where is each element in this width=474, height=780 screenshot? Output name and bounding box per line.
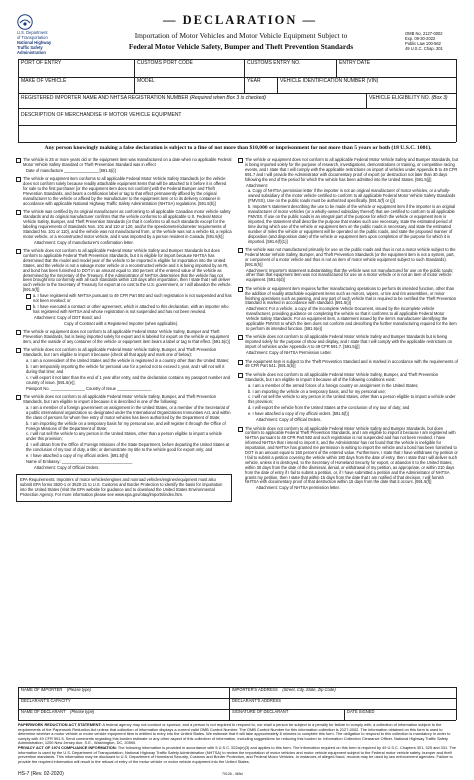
privacy-act-text: The following information is provided in accordance with 5 U.S.C. 522a(e)(3) and applies to this form. The information required on this form is required by 49 U.S.C. Chapters 301, 325 and 331. The information is used by the U.S. Department of Transportation, National Highway Traffic Safety Administration (NHTSA) to review the importation of motor vehicles and motor vehicle equipment subject to the Federal motor vehicle safety, bumper and theft prevention standards. This information may be disclosed to U.S. Department of Homeland Security, Customs and Border Protection, and Federal Motor Vehicles. In instances of alleged fraud, records may be used by law enforcement agencies. Failure to provide the required information will result in the refusal of entry of the motor vehicle or motor vehicle equipment into the United States. [18, 745, 456, 764]
description-field[interactable]: DESCRIPTION OF MERCHANDISE IF MOTOR VEHICLE EQUIPMENT [21, 112, 182, 118]
checkbox-5-row[interactable] [16, 348, 232, 358]
checkbox-10[interactable] [238, 335, 243, 340]
item-6b-text: b. I am importing the vehicle on a temporary basis for my personal use, and will register it through the Office of Foreign Missions of the Department of State; [26, 420, 226, 431]
item-10-text: The vehicle does not conform to all applicable Federal Motor Vehicle Safety and Bumper Standards but is being imported solely for the purpose of show and display, and I state that I will comply with the applicable restrictions on import of vehicles under Appendix A to 49 CFR 591.7. [591.5(j)] [245, 334, 452, 350]
importer-address-note: (Street, City, State, Zip Code) [282, 687, 336, 692]
importer-registration-label: REGISTERED IMPORTER NAME AND NHTSA REGISTRATION NUMBER [21, 95, 189, 101]
agency-line: of Transportation [17, 34, 48, 40]
item-5c-text: c. I will export it not later than the end of 1 year after entry, and the declaration contains my passport number and country of issue. [591.5(e)] [26, 374, 231, 385]
item-7b-text: b. Importer's statement describing the use to be made of the vehicle or equipment item if the importer is an original manufacturer of motor vehicles (or a wholly-owned subsidiary thereof) that are certified to conform to all applicable FMVSS. If use on the public roads is an integral part of the purpose for which the vehicle or equipment item is imported, the statement shall describe the purpose that makes such use necessary, state the estimated period of time during which use of the vehicle or equipment item on the public roads is necessary, and state the estimated number of miles the vehicle or equipment will be operated on the public roads, and state the proposed manner of disposition (and disposition date) of the vehicle or equipment item upon completion of the purpose for which it is imported. [591.6(f)(1)] [248, 204, 456, 244]
right-column [238, 158, 458, 495]
item-11-text: The equipment item is subject to the Theft Prevention Standard and is marked in accordance with the requirements of 49 CFR Part 541. [591.5(b)] [245, 358, 458, 369]
checkbox-2b[interactable] [16, 210, 21, 215]
paperwork-reduction-statement [18, 723, 456, 746]
make-of-vehicle-field[interactable]: MAKE OF VEHICLE [21, 78, 67, 84]
checkbox-2a-row[interactable] [16, 177, 232, 206]
item-6-attachment: Attachment: Copy of Official Orders. [34, 464, 100, 470]
checkbox-11-row[interactable] [238, 360, 458, 370]
omb-number: OMB No. 2127-0002 [405, 31, 443, 36]
eligibility-label: VEHICLE ELIGIBILITY NO. [369, 95, 431, 101]
checkbox-13[interactable] [238, 427, 243, 432]
agency-logo [17, 14, 77, 62]
item-2a-text: The vehicle or equipment item conforms to all applicable Federal Motor Vehicle Safety Standards (or the vehicle does not conform solely because readily attachable equipment items that will be attached to it before it is offered for sale to the first purchaser [or the equipment item does not conform] with the Federal Bumper and Theft Prevention Standards, and bears a certification label or tag to that effect permanently affixed by the original manufacturer to the vehicle or affixed by the manufacturer to the equipment item or to its delivery container in accordance with applicable National Highway Traffic Safety Administration (NHTSA) regulations. [591.5(b)] [23, 176, 227, 206]
item-2b-text: The vehicle was certified by its original manufacturer as conforming to all applicable Canadian motor vehicle safety standards and its original manufacturer confirms that the vehicle conforms to all applicable U.S. Federal Motor Vehicle Safety, Bumper, and Theft Prevention Standards (or that it conforms to all such standards except for the labeling requirements of Standards Nos. 101 and 110 or 120, and/or the speedometer/odometer requirements of Standard No. 101 or 110), and the vehicle was not manufactured from, or the vehicle was not a vehicle kit, a replica motor vehicle, or a reconstructed motor vehicle, and it was imported by a person resident in Canada. [591.5(k)] [23, 209, 232, 239]
checkbox-6[interactable] [16, 395, 21, 400]
checkbox-10-row[interactable] [238, 335, 458, 350]
item-10-attachment: Attachment: Copy of NHTSA Permission Letter. [246, 350, 332, 356]
checkbox-4[interactable] [16, 330, 21, 335]
agency-line: National Highway [17, 39, 52, 45]
dot-seal-icon [17, 14, 33, 30]
agency-line: Administration [17, 49, 46, 55]
item-9-text: The vehicle or equipment item requires further manufacturing operations to perform its intended function, other than the addition of readily attachable equipment items such as mirrors, wipers, or tire and rim assemblies, or minor finishing operations such as painting, and any part of such vehicle that is required to be certified the Theft Prevention Standard is marked in accordance with standard. [591.5(i)] [245, 285, 457, 306]
checkbox-6-row[interactable] [16, 395, 232, 405]
form-subtitle-bold: Federal Motor Vehicle Safety, Bumper and Theft Prevention Standards [128, 42, 354, 51]
checkbox-13-row[interactable] [238, 427, 458, 486]
usc-chapter: 49 U.S.C. Chap. 301 [405, 45, 443, 51]
declarant-name-note: (Please type) [70, 709, 95, 714]
importer-registration-field[interactable] [21, 95, 266, 101]
item-3a-text: a. I have registered with NHTSA pursuant to 49 CFR Part 592 and such registration is not suspended and has not been revoked; or [33, 293, 232, 304]
date-of-manufacture[interactable]: Date of manufacture _______________ [591.5(i)] [26, 167, 116, 173]
passport-fields[interactable]: Passport No. _______________ Country of Issue _______________ [26, 385, 152, 391]
item-7-text: The vehicle or equipment does not conform to all applicable Federal Motor Vehicle Safety and Bumper Standards, but is being imported solely for the purpose of research, investigations, demonstrations or training, or competitive racing events, and I state that I will comply with the applicable restrictions on import of vehicles under Appendix B to 49 CFR 591.7 and I will provide the Administrator with documentary proof of export (or destruction not later than 30 days following the end of the period for which the vehicle has been admitted into the United States. [591.5(j)] [245, 157, 458, 182]
item-12-text: The vehicle does not conform to all applicable Federal Motor Vehicle Safety, Bumper, and Theft Prevention Standards, but I am eligible to import it because all of the following conditions exist: [245, 371, 439, 382]
item-3-attachment-2: Copy of Contract with a Registered Importer (when applicable). [64, 320, 179, 326]
false-declaration-warning: Any person knowingly making a false declaration is subject to a fine of not more than $10,000 or imprisonment for not more than 5 years or both (18 U.S.C. 1001). [44, 145, 432, 151]
signature-field[interactable]: SIGNATURE OF DECLARANT [232, 709, 289, 714]
item-2b-attachment: Attachment: Copy of manufacturer's confirmation letter. [34, 239, 134, 245]
port-of-entry-field[interactable]: PORT OF ENTRY [21, 60, 62, 66]
item-9-attachment: Attachment: For a vehicle, a copy of the incomplete Vehicle Document, issued by the incomplete vehicle manufacturer, providing guidance on completing the vehicle so that it conforms to all applicable Federal Motor Vehicle Safety Standards. For an equipment item, a statement issued by the item's manufacturer identifying the applicable FMVSS to which the item does not conform and describing the further manufacturing required for the item to perform its intended function. [591.6(e)] [246, 306, 457, 331]
checkbox-12[interactable] [238, 373, 243, 378]
item-13-text: The vehicle does not conform to all applicable Federal Motor Vehicle Safety and Bumper Standards, but does conform to applicable Federal Theft Prevention Standards, and I am eligible to import it because I am registered with NHTSA pursuant to 49 CFR Part 592 and such registration is not suspended and has not been revoked. I have informed NHTSA that I intend to import it, and the Administrator has not found that the vehicle is ineligible for importation, and NHTSA has granted me permission in writing to import the vehicle and a bond has been furnished to DOT in an amount equal to 150 percent of the entered value. Furthermore, I state that I have withdrawn my petition or I fail to submit a petition covering the vehicle within 180 days from the date of entry, then I state that I will deliver such vehicle, unless it is destroyed, to the Secretary of Homeland Security for export, or abandon it to the United States, within 30 days from the date of the dismissal, denial, or withdrawal of my petition, as appropriate, or within 210 days from the date of entry if I fail to submit a petition, or, if I have submitted a petition and the Administrator of NHTSA grants my petition, then I state that within 15 days from the date that I am notified of that decision, I will furnish NHTSA with documentary proof of that destruction within 15 days from the date that it occurs. [591.5(f)] [245, 425, 458, 485]
item-5-text: The vehicle does not conform to all applicable Federal Motor Vehicle Safety, Bumper, and Theft Prevention Standards, but I am eligible to import it because (check all that apply and mark one of below): [23, 347, 217, 358]
customs-entry-no-field[interactable]: CUSTOMS ENTRY NO. [247, 60, 301, 66]
item-4-text: The vehicle or equipment does not conform to all applicable Federal Motor Vehicle Safety, Bumper and Theft Prevention Standards, but is being imported solely for export and is labeled for export on the vehicle or equipment item, and the outside of any container of the vehicle or equipment item bears a label or tag to that effect. [591.5(c)] [23, 329, 230, 344]
declarant-capacity-field[interactable]: DECLARANT'S CAPACITY [21, 698, 71, 703]
importer-registration-note: (Required when Box 3 is checked) [189, 95, 266, 101]
item-5b-text: b. I am temporarily importing the vehicle for personal use for a period not to exceed 1 year, and I will not sell it during that time; and [26, 364, 225, 374]
checkbox-1[interactable] [16, 158, 21, 163]
pra-title: PAPERWORK REDUCTION ACT STATEMENT: [18, 722, 102, 727]
item-5a-text: a. I am a nonresident of the United States and the vehicle is registered in a country other than the United States; [26, 358, 230, 364]
left-column [16, 158, 232, 502]
item-6d-text: d. I will obtain from the Office of Foreign Missions of the State Department, before departing the United States at the conclusion of my tour of duty, a title; or demonstrate my title to the vehicle good for export only; and [26, 442, 230, 453]
form-number: HS-7 (Rev. 02-2020) [18, 771, 64, 777]
checkbox-3b-row[interactable] [16, 305, 232, 315]
eligibility-number-field[interactable] [369, 95, 448, 101]
importer-name-note: (Please type) [66, 687, 92, 692]
checkbox-7[interactable] [238, 158, 243, 163]
omb-expiry: Exp. 09-30-2022 [405, 35, 436, 41]
item-12d-text: d. I will export the vehicle from the United States at the conclusion of my tour of duty; and [248, 405, 410, 411]
checkbox-4-row[interactable] [16, 330, 232, 345]
checkbox-3-row[interactable] [16, 249, 232, 293]
item-6e-text: e. I have attached a copy of my official orders. [591.5(h)] [26, 453, 129, 459]
model-field[interactable]: MODEL [137, 78, 155, 84]
checkbox-8[interactable] [238, 248, 243, 253]
declarant-address-field[interactable]: DECLARANT'S ADDRESS [232, 698, 282, 703]
psc-number: 70126 - 469d [222, 772, 243, 776]
item-6-text: The vehicle does not conform to all applicable Federal Motor Vehicle Safety, Bumper, and Theft Prevention Standards, but I am eligible to import it because it is described in one of the following: [23, 394, 217, 404]
checkbox-7-row[interactable] [238, 158, 458, 183]
checkbox-11[interactable] [238, 360, 243, 365]
declarant-name-label: NAME OF DECLARANT [21, 709, 66, 714]
item-13-attachment: Attachment: Copy of NHTSA permission letter. [256, 485, 340, 491]
checkbox-2a[interactable] [16, 177, 21, 182]
agency-line: U.S. Department [17, 30, 48, 35]
privacy-act-statement [18, 746, 456, 764]
item-12c-text: c. I will not sell the vehicle to any person in the United States, other than a person eligible to import a vehicle under this provision; [248, 394, 456, 405]
item-8-text: The vehicle was not manufactured primarily for use on the public roads and thus is not a motor vehicle subject to the Federal Motor Vehicle Safety, Bumper, and Theft Prevention Standards (or the equipment item is not a system, part, or component of a motor vehicle and thus is not an item of motor vehicle equipment subject to such Standards). [591.5(h)] [245, 246, 456, 267]
privacy-act-title: PRIVACY ACT OF 1974 COMPLIANCE INFORMATION: [18, 745, 117, 750]
item-6c-text: c. I will not sell the vehicle to any person in the United States, other than a person eligible to import a vehicle under this provision; [26, 431, 222, 442]
vin-field[interactable]: VEHICLE IDENTIFICATION NUMBER (VIN) [280, 78, 379, 84]
public-law: Public Law 100-562 [405, 40, 441, 46]
checkbox-5[interactable] [16, 348, 21, 353]
item-12a-text: a. I am a member of the armed forces of a foreign country on assignment in the United States; [248, 382, 419, 388]
item-8-attachment: Attachment: Importer's statement substantiating that the vehicle was not manufactured for use on the public roads; other than that equipment item was not manufactured for use on a motor vehicle or is not an item of motor vehicle equipment. [591.6(d)] [246, 267, 454, 283]
item-6a-text: a. I am a member of a foreign government on assignment in the United States, or a member of the Secretariat of a public international organization so designated under the International Organizations Immunities Act, and within the class of persons for whom free entry of motor vehicles has been authorized by the Department of State; [26, 404, 231, 420]
item-12e-text: e. I have attached a copy of my official orders. [591.5(l)] [248, 411, 349, 417]
checkbox-12-row[interactable] [238, 373, 458, 383]
omb-info [405, 32, 465, 52]
checkbox-9[interactable] [238, 287, 243, 292]
checkbox-1-row[interactable] [16, 158, 232, 168]
year-field[interactable]: YEAR [247, 78, 261, 84]
importer-name-label: NAME OF IMPORTER [21, 687, 63, 692]
embassy-name-field[interactable]: Name of Embassy: _______________________________ [26, 458, 133, 464]
eligibility-note: (Box 3) [431, 95, 448, 101]
declarant-name-field[interactable] [21, 710, 94, 715]
epa-requirements-box [16, 474, 232, 502]
item-3-attachment-1: Attachment: Copy of DOT Bond; and [34, 314, 101, 320]
checkbox-3a-row[interactable] [16, 294, 232, 304]
item-12-attachment: Attachment: Copy of Official Orders. [256, 417, 322, 423]
form-title: — DECLARATION — [162, 13, 318, 27]
item-12b-text: b. I am importing the vehicle on a temporary basis, and for my personal use; [248, 388, 386, 394]
entry-date-field[interactable]: ENTRY DATE [339, 60, 371, 66]
checkbox-2b-row[interactable] [16, 210, 232, 239]
importer-address-label: IMPORTER'S ADDRESS [232, 687, 278, 692]
importer-name-field[interactable] [21, 688, 91, 693]
epa-requirements-text: EPA Requirements: Importers of motor vehicles/engines and nonroad vehicles/engines/equipment must also submit EPA forms 3520-1 or 3520-21 to U.S. Customs and Border Protection to identify the basis for importation into the United States (Visit the EPA website for guidance and to download the United States Environmental Protection Agency. For more information please see www.epa.gov/otaq/imports/index.htm. [20, 477, 223, 497]
form-subtitle: Importation of Motor Vehicles and Motor Vehicle Equipment Subject to [134, 31, 348, 40]
item-3b-text: b. I have executed a contract or other agreement, which is attached to this declaration, with an importer who has registered with NHTSA and whose registration is not suspended and has not been revoked. [33, 303, 229, 314]
agency-line: Traffic Safety [17, 44, 43, 50]
date-signed-field[interactable]: DATE SIGNED [347, 709, 375, 714]
item-1-text: The vehicle is 25 or more years old or the equipment item was manufactured on a date when no applicable Federal Motor Vehicle Safety Standard or Theft Prevention Standard was in effect [23, 157, 232, 167]
checkbox-3b[interactable] [26, 305, 31, 310]
checkbox-9-row[interactable] [238, 287, 458, 307]
customs-port-code-field[interactable]: CUSTOMS PORT CODE [137, 60, 193, 66]
pra-text: A federal agency may not conduct or sponsor, and a person is not required to respond to, nor shall a person be subject to a penalty for failure to comply with, a collection of information subject to the requirements of the Paperwork Reduction Act unless that collection of information displays a current valid OMB Control Number. The OMB Control Number for this information collection is 2127-0002. The information obtained on this form is used to determine whether a motor vehicle or motor vehicle equipment item is entitled to entry into the United States. We estimate that it will take approximately 8 minutes to complete this form. The obligation to respond to this collection is mandatory in order to comply with 49 CFR 591.5. Send comments regarding this burden estimate or any other aspect of this collection of information, including suggestions for reducing this burden to: Information Collection Clearance Officer, National Highway Traffic Safety Administration, 1200 New Jersey Ave, S.E., Washington, DC, 20590. [18, 722, 451, 746]
checkbox-8-row[interactable] [238, 248, 458, 268]
item-3-text: The vehicle does not conform to all applicable Federal Motor Vehicle Safety and Bumper Standards but does conform to applicable Federal Theft Prevention Standards, but it is eligible for import because NHTSA has determined that the model and model year of the vehicle to be imported is eligible for importation into the United States, and the vehicle is not a salvage motor vehicle or a reconstructed vehicle and it is being imported by an RI, and bond has been furnished to DOT in an amount equal to 150 percent of the entered value of the vehicle as determined by the Secretary of the Treasury. If the Administrator of NHTSA determines that the vehicle has not been brought into conformity with all such standards within 120 days after importation, then I state that I will deliver such vehicle to the Secretary of Treasury for export at no cost to the U.S. government, or I will abandon the vehicle. [591.5(f)] [23, 248, 232, 293]
item-7a-text: a. Copy of NHTSA permission letter if the importer is not an original manufacturer of motor vehicles, or a wholly-owned subsidiary of the motor vehicle certified to conform to all applicable Federal Motor Vehicle Safety Standards (FMVSS). Use on the public roads must be authorized specifically. [591.5(f) or (j)] [248, 188, 456, 204]
item-7-attachment-label: Attachment: [246, 182, 268, 188]
checkbox-3a[interactable] [26, 294, 31, 299]
importer-address-field[interactable] [232, 688, 336, 693]
checkbox-3[interactable] [16, 249, 21, 254]
